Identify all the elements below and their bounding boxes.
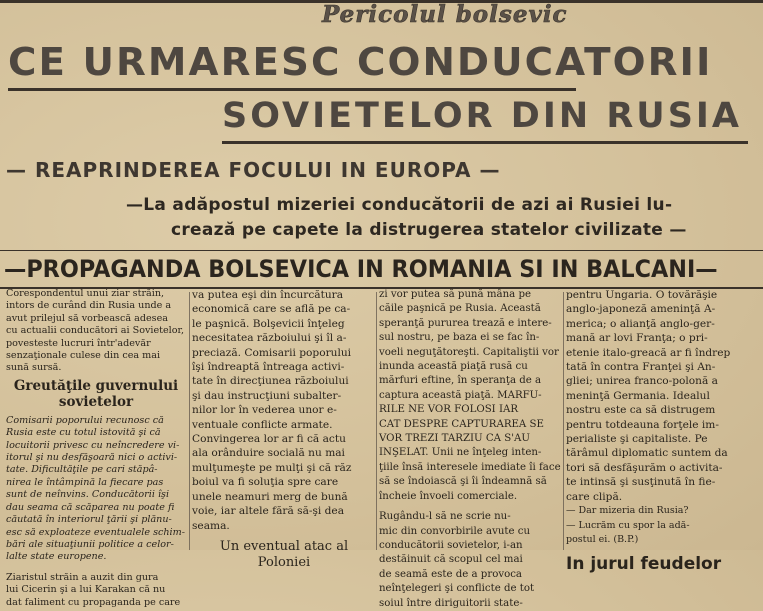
text-line: mic din convorbirile avute cu [379,525,531,537]
text-line: — Dar mizeria din Rusia? [566,505,689,517]
column-2-subheading [192,539,376,571]
text-line: esc să exploateze eventualele schim- [6,526,185,538]
text-line: meninţă Germania. Idealul [566,389,710,402]
text-line: intors de curând din Rusia unde a [6,300,172,312]
text-line: Comisarii poporului recunosc că [6,414,164,426]
text-line: să se îndoiască şi îi îndeamnă să [379,476,547,488]
subheading-europe: — REAPRINDEREA FOCULUI IN EUROPA — [6,158,501,182]
text-line: postul ei. (B.P.) [566,533,639,545]
column-1-body [6,415,186,564]
text-line: nilor lor în vederea unor e- [192,404,337,417]
text-line: voeli neguţătoreşti. Capitaliştii vor [379,346,559,358]
section-rule [0,250,763,251]
text-line: pentru Ungaria. O tovărăşie [566,289,718,301]
headline-main: CE URMARESC CONDUCATORII [8,40,713,84]
text-line: Corespondentul unui ziar străin, [6,288,165,299]
column-1-intro [6,288,186,375]
text-line: Ziaristul străin a auzit din gura [6,571,159,583]
article-column-4 [566,288,759,575]
text-line: speranţă pururea trează e intere- [379,317,552,329]
text-line: dau seama că scăparea nu poate fi [6,501,175,513]
text-line: anglo-japoneză ameninţă A- [566,303,716,316]
text-line: mulţumeşte pe mulţi şi că răz [192,461,352,474]
text-line: voie, iar altele fără să-şi dea [192,505,345,518]
column-1-tail [6,572,186,609]
text-line: cu actualii conducători ai Sovietelor, [6,325,185,337]
text-line: lalte state europene. [6,551,107,563]
text-line: tate în direcţiunea războiului [192,375,349,388]
text-line: tărâmul diplomatic suntem da [566,447,728,460]
text-line: zi vor putea să pună mâna pe [379,289,532,300]
text-line: inunda această piaţă rusă cu [379,361,528,373]
text-line: va putea eşi din încurcătura [192,289,344,301]
text-line: sunt de neînvins. Conducătorii îşi [6,489,170,501]
text-line: încheie învoeli comerciale. [379,490,518,502]
subheading-line: Greutăţile guvernului [13,377,179,394]
text-line: Convingerea lor ar fi că actu [192,433,346,446]
text-line: Rugându-l să ne scrie nu- [379,511,511,523]
text-line: căutată în interiorul ţării şi plănu- [6,514,172,526]
text-line: ţiile însă interesele imediate îi face [379,461,561,473]
text-line: neînţelegeri şi conflicte de tot [379,583,535,595]
text-line: necesitatea războiului şi îl a- [192,332,347,345]
text-line: preciază. Comisarii poporului [192,346,352,359]
text-line: VOR TREZI TARZIU CA S'AU [379,433,530,445]
headline-secondary-underline [222,141,748,144]
column-3-body [379,288,560,611]
column-4-body [566,288,759,547]
article-column-1 [6,288,186,608]
text-line: povesteste lucruri într'adevăr [6,337,151,349]
text-line: destăinuit că scopul cel mai [379,554,523,566]
subheading-line: Poloniei [257,554,311,570]
text-line: tori să desfăşurăm o activita- [566,461,723,474]
text-line: CAT DESPRE CAPTURAREA SE [379,418,544,430]
text-line: locuitorii privesc cu neîncredere vi- [6,439,180,451]
text-line: şi dau instrucţiuni subalter- [192,389,342,402]
text-line: etenie italo-greacă ar fi îndrep [566,346,731,359]
text-line: îşi îndreaptă întreaga activi- [192,361,345,374]
text-line: căile paşnică pe Rusia. Această [379,303,541,315]
column-divider-2 [376,292,377,550]
text-line: sună sursă. [6,362,62,374]
text-line: gliei; unirea franco-polonă a [566,375,718,388]
text-line: Rusia este cu totul istovită şi că [6,427,161,439]
headline-propaganda: —PROPAGANDA BOLSEVICA IN ROMANIA SI IN BALCANI— [4,255,718,283]
text-line: — Lucrăm cu spor la adă- [566,519,690,531]
text-line: mărfuri eftine, în speranţa de a [379,375,542,387]
text-line: INŞELAT. Unii ne înţeleg inten- [379,447,542,459]
text-line: te intinsă şi susţinută în fie- [566,476,716,489]
article-column-2 [192,288,376,570]
text-line: avut prilejul să vorbească adesea [6,312,168,324]
column-divider-3 [563,292,564,550]
text-line: nirea le întâmpină la fiecare pas [6,476,164,488]
text-line: ventuale conflicte armate. [192,418,333,431]
text-line: le paşnică. Bolşevicii înţeleg [192,317,345,330]
text-line: RILE NE VOR FOLOSI IAR [379,404,518,416]
text-line: economică care se află pe ca- [192,303,351,316]
text-line: itorul şi nu desfăşoară nici o activi- [6,452,178,464]
text-line: soiul între diriguitorii state- [379,597,523,609]
text-line: sul nostru, pe baza ei se fac în- [379,332,540,344]
column-divider-1 [189,292,190,550]
text-line: lui Cicerin şi a lui Karakan că nu [6,584,166,596]
text-line: tată în contra Franţei şi An- [566,361,716,374]
text-line: tate. Dificultăţile pe cari stăpâ- [6,464,158,476]
kicker-title: Pericolul bolsevic [322,1,568,28]
text-line: ala orânduire socială nu mai [192,447,345,460]
text-line: merica; o alianţă anglo-ger- [566,317,715,330]
text-line: seama. [192,519,230,532]
text-line: senzaţionale culese din cea mai [6,350,161,362]
text-line: mană ar lovi Franţa; o pri- [566,332,708,345]
text-line: boiul va fi soluţia spre care [192,476,339,489]
article-column-3 [379,288,561,609]
text-line: unele neamuri merg de bună [192,490,348,503]
column-2-body [192,288,376,533]
text-line: de seamă este de a provoca [379,568,523,580]
subheading-line: sovietelor [58,393,134,410]
text-line: pentru totdeauna forţele im- [566,418,719,431]
subheading-line: Un eventual atac al [219,538,349,554]
text-line: dat faliment cu propaganda pe care [6,596,181,608]
headline-secondary: SOVIETELOR DIN RUSIA [222,96,743,136]
text-line: bări ale situaţiunii politice a celor- [6,538,174,550]
column-1-subheading [6,378,186,410]
headline-underline [8,88,576,91]
column-4-subheading: In jurul feudelor [566,554,722,575]
text-line: conducătorii sovietelor, i-an [379,539,523,551]
text-line: nostru este ca să distrugem [566,404,716,417]
text-line: care clipă. [566,490,623,503]
text-line: perialiste şi capitaliste. Pe [566,433,708,446]
subheading-line-1: —La adăpostul mizeriei conducătorii de azi ai Rusiei lu- [126,195,673,215]
text-line: captura această piaţă. MARFU- [379,389,542,401]
subheading-line-2: crează pe capete la distrugerea statelor civilizate — [171,220,687,240]
